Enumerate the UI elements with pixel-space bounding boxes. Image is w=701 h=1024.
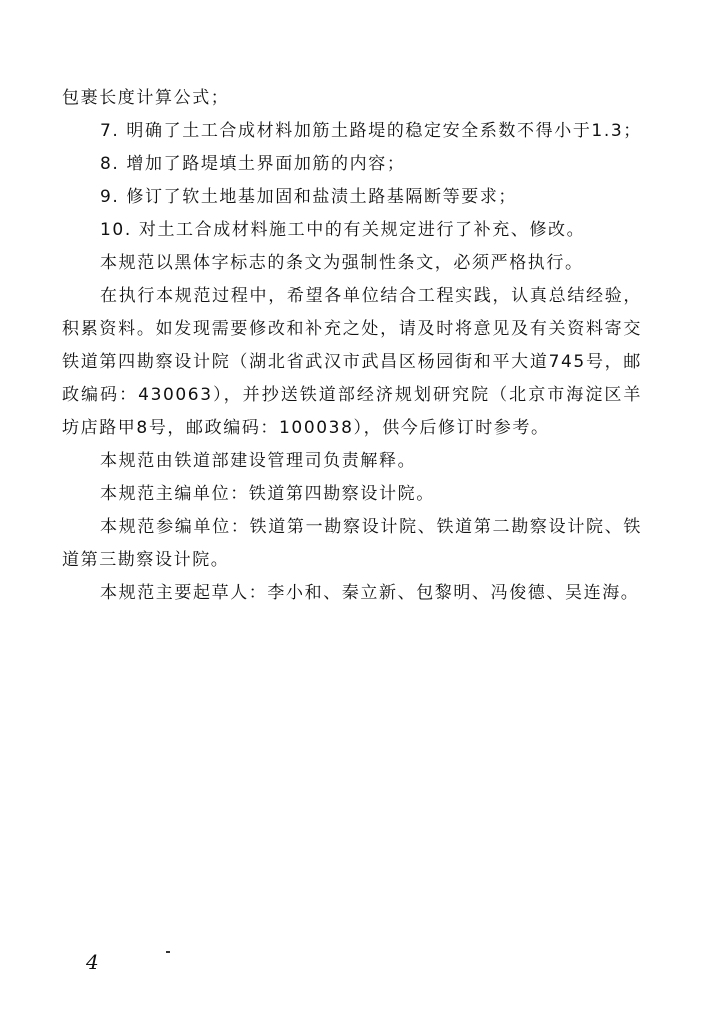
paragraph-item-7: 7. 明确了土工合成材料加筋土路堤的稳定安全系数不得小于1.3； — [100, 121, 642, 141]
paragraph-mandatory-clauses: 本规范以黑体字标志的条文为强制性条文，必须严格执行。 — [100, 253, 584, 273]
paragraph-interpretation: 本规范由铁道部建设管理司负责解释。 — [100, 451, 417, 471]
body-text — [62, 82, 642, 610]
paragraph-chief-editor: 本规范主编单位：铁道第四勘察设计院。 — [100, 484, 435, 504]
paragraph-drafters: 本规范主要起草人：李小和、秦立新、包黎明、冯俊德、吴连海。 — [100, 583, 640, 603]
paragraph-item-8: 8. 增加了路堤填土界面加筋的内容； — [100, 154, 406, 174]
paragraph-participating-units: 本规范参编单位：铁道第一勘察设计院、铁道第二勘察设计院、铁道第三勘察设计院。 — [62, 517, 642, 570]
paragraph-item-10: 10. 对土工合成材料施工中的有关规定进行了补充、修改。 — [100, 220, 586, 240]
paragraph-item-9: 9. 修订了软土地基加固和盐渍土路基隔断等要求； — [100, 187, 518, 207]
scan-speck — [166, 951, 170, 953]
paragraph-continuation: 包裹长度计算公式； — [62, 88, 230, 108]
paragraph-feedback: 在执行本规范过程中，希望各单位结合工程实践，认真总结经验，积累资料。如发现需要修改和补充之处，请及时将意见及有关资料寄交铁道第四勘察设计院（湖北省武汉市武昌区杨园街和平大道745号，邮政编码：430063），并抄送铁道部经济规划研究院（北京市海淀区羊坊店路甲8号，邮政编码：100038），供今后修订时参考。 — [62, 286, 642, 438]
page-number: 4 — [86, 950, 99, 974]
